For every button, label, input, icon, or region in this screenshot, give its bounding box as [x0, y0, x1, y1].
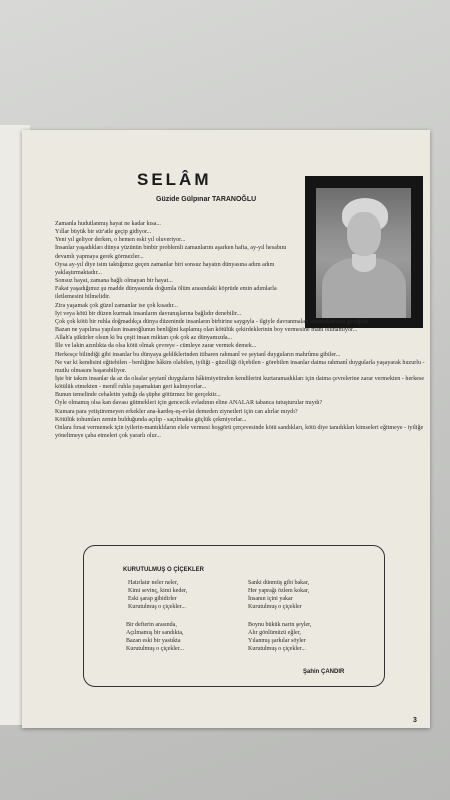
article-paragraph: Bunun temelinde cehaletin yattığı da şüphe götürmez bir gerçektir...	[55, 392, 221, 399]
article-title: SELÂM	[137, 170, 212, 189]
article-paragraph: Allah'a şükürler olsun ki bu çeşit insan miktarı çok çok az dünyamızda...	[55, 335, 233, 342]
article-paragraph: Bazan ne yapılırsa yapılsın insanoğlunun benliğini kaplamış olan kötülük çekirdeklerinin boy vermesine mani olunamıyor...	[55, 327, 358, 334]
article-paragraph: İnsanlar yaşadıkları dünya yüzünün binbir problemli zamanlarını aşarken hafta, ay-yıl hesabını devamlı yapmaya gerek görmezler...	[55, 245, 287, 260]
article-paragraph: Çok çok kötü bir ruhla doğmadıkça dünya düzeninde insanların birbirine saygıyla - ilgiyle davranmaları insanlıklarının gereğidir.	[55, 318, 371, 325]
article-paragraph: Oysa ay-yıl diye isim taktığımız geçen zamanlar biri sonsuz hayatın dünyasına adım adım yaklaştırmaktadır...	[55, 261, 275, 276]
article-paragraph: Kötülük tohumları zemin bulduğunda açılıp - saçılmakta güçlük çekmiyorlar...	[55, 416, 247, 423]
poem-title: KURUTULMUŞ O ÇİÇEKLER	[123, 567, 204, 573]
poem-line: İnsanın içini yakar	[248, 596, 293, 602]
poem-line: Kimi sevinç, kimi keder,	[128, 588, 188, 594]
poem-stanza	[248, 579, 309, 611]
poem-line: Kurutulmuş o çiçekler...	[248, 646, 306, 652]
poem-line: Yılanmış şarkılar söyler	[248, 638, 306, 644]
poem-line: Kurutulmuş o çiçekler...	[126, 646, 184, 652]
poem-line: Bazan eski bir yastıkta	[126, 638, 181, 644]
poem-line: Alır gönlümüzü eğler,	[248, 630, 301, 636]
page-number: 3	[413, 717, 417, 724]
article-paragraph: Onlara fırsat vermemek için iyilerin-mantıklıların elele vermesi hoşgörü çerçevesinde kötü sandıkları, kötü diye tanıdıkları kimseleri eğitmeye - iyiliğe yöneltmeye çaba etmeleri çok yararlı olur...	[55, 424, 424, 440]
article-body	[55, 220, 425, 440]
poem-line: Hatırlatır neler neler,	[128, 580, 179, 586]
article-paragraph: Kumara para yetiştiremeyen erkekler ana-kardeş-eş-evlat demeden ziynetleri için can alırlar mıydı?	[55, 408, 298, 415]
poem-stanza	[126, 621, 184, 653]
article-paragraph: Fakat yaşadığımız şu madde dünyasında doğumla ölüm arasındaki köprüde emin adımlarla iletlemesini bilmelidir.	[55, 286, 277, 301]
poem-line: Her yaprağı özlem kokar,	[248, 588, 310, 594]
poem-line: Kurutulmuş o çiçekler	[248, 604, 302, 610]
poem-line: Açılmamış bir sandıkta,	[126, 630, 184, 636]
article-paragraph: İlle ve lakin azınlıkta da olsa kötü olmak çevreye - cümleye zarar vermek demek...	[55, 343, 257, 350]
article-paragraph: Yeni yıl geliyor derken, o hemen eski yıl oluveriyor...	[55, 237, 186, 244]
article-paragraph: Yıllar büyük bir sür'atle geçip gidiyor...	[55, 229, 152, 236]
poem-line: Kurutulmuş o çiçekler...	[128, 604, 186, 610]
article-paragraph: İyi veya kötü bir düzen kurmak insanların davranışlarına bağlıdır denebilir...	[55, 310, 242, 317]
poem-line: Sanki dünmüş gibi bakar,	[248, 580, 310, 586]
article-paragraph: Zamanla hudutlanmış hayat ne kadar kısa...	[55, 221, 161, 227]
poem-line: Boynu bükük narin şeyler,	[248, 622, 312, 628]
poem-line: Bir defterin arasında,	[126, 622, 177, 628]
article-paragraph: Sonsuz hayat, zamana bağlı olmayan bir hayat...	[55, 278, 173, 285]
poem-stanza	[248, 621, 311, 653]
article-paragraph: Öyle olmamış olsa kan davası gütmekleri için gencecik evladının eline ANALAR tabanca tutuşturular mıydı?	[55, 400, 323, 407]
poem-author: Şahin ÇANDIR	[303, 669, 345, 675]
article-paragraph: Zira yaşamak çok güzel zamanlar ise çok kısadır...	[55, 302, 178, 309]
article-paragraph: Ne var ki kendisini eğitebilen - benliğine hâkim olabilen, iyiliği - güzelliği ölçebilen - görebilen insanlar daima rahmanî duygularla yaşayarak huzurlu - mutlu olmasını başarabiliyor.	[55, 359, 425, 374]
poem-line: Eski şarap gibidirler	[128, 596, 177, 602]
article-paragraph: İşte bir takım insanlar da az da olsalar şeytanî duyguların hâkimiyetinden kendilerini kurtaramadıkları için daima çevrelerine zarar vermekten - herkese kötülük etmekten - menfî ruhla yaşamaktan geri kalmıyorlar...	[55, 375, 425, 391]
article-paragraph: Herkesçe bilindiği gibi insanlar bu dünyaya geldiklerinden itibaren rahmanî ve şeytanî duyguların mahrûmu gibiler...	[55, 351, 341, 358]
article-author: Güzide Gülpınar TARANOĞLU	[156, 196, 257, 203]
poem-stanza	[128, 579, 187, 611]
